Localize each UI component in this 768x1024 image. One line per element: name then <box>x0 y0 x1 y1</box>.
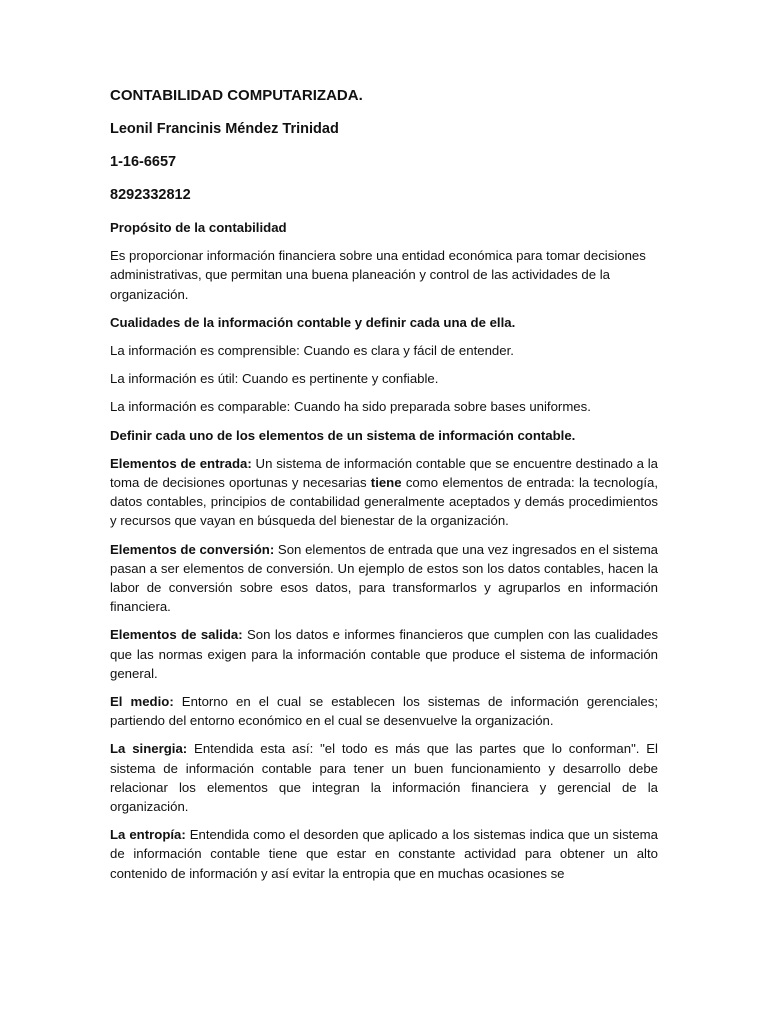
paragraph-elementos-entrada <box>110 454 658 531</box>
student-id: 1-16-6657 <box>110 154 177 170</box>
term-entrada: Elementos de entrada: <box>110 455 252 471</box>
section-heading-cualidades: Cualidades de la información contable y definir cada una de ella. <box>110 314 516 330</box>
paragraph-el-medio <box>110 692 658 730</box>
document-title: CONTABILIDAD COMPUTARIZADA. <box>110 87 363 104</box>
paragraph-la-entropia <box>110 825 658 883</box>
text-entrada-b: como elementos de entrada: la tecnología, datos contables, principios de contabilidad generalmente aceptados y demás procedimientos y recursos que vayan en búsqueda del bienestar de la organización. <box>110 475 658 529</box>
text-salida: Son los datos e informes financieros que cumplen con las cualidades que las normas exigen para la información contable que produce el sistema de información general. <box>110 627 658 681</box>
paragraph-la-sinergia <box>110 739 658 816</box>
term-conversion: Elementos de conversión: <box>110 541 275 557</box>
author-name: Leonil Francinis Méndez Trinidad <box>110 121 339 137</box>
bold-word-tiene: tiene <box>370 475 402 491</box>
text-entrada-a: Un sistema de información contable que se encuentre destinado a la toma de decisiones oportunas y necesarias <box>110 455 658 491</box>
term-salida: Elementos de salida: <box>110 627 243 643</box>
term-entropia: La entropía: <box>110 827 186 843</box>
cualidad-comparable: La información es comparable: Cuando ha sido preparada sobre bases uniformes. <box>110 399 591 415</box>
text-medio: Entorno en el cual se establecen los sistemas de información gerenciales; partiendo del entorno económico en el cual se desenvuelve la organización. <box>110 694 658 729</box>
paragraph-elementos-salida <box>110 625 658 683</box>
text-conversion: Son elementos de entrada que una vez ingresados en el sistema pasan a ser elementos de conversión. Un ejemplo de estos son los datos contables, hacen la labor de conversión sobre esos datos, para transformarlos y agruparlos en información financiera. <box>110 541 659 615</box>
document-body <box>110 86 658 892</box>
cualidad-comprensible: La información es comprensible: Cuando es clara y fácil de entender. <box>110 343 514 359</box>
text-sinergia: Entendida esta así: "el todo es más que las partes que lo conforman". El sistema de información contable para tener un buen funcionamiento y desarrollo debe relacionar los elementos que integran la información financiera y gerencial de la organización. <box>110 741 658 815</box>
term-medio: El medio: <box>110 694 174 710</box>
phone-number: 8292332812 <box>110 187 191 203</box>
section-heading-proposito: Propósito de la contabilidad <box>110 220 287 235</box>
cualidad-util: La información es útil: Cuando es pertinente y confiable. <box>110 371 439 387</box>
paragraph-elementos-conversion <box>110 540 658 617</box>
text-entropia: Entendida como el desorden que aplicado a los sistemas indica que un sistema de información contable tiene que estar en constante actividad para obtener un alto contenido de información y así evitar la entropia que en muchas ocasiones se <box>110 827 658 881</box>
paragraph-proposito: Es proporcionar información financiera sobre una entidad económica para tomar decisiones administrativas, que permitan una buena planeación y control de las actividades de la organización. <box>110 248 646 302</box>
section-heading-elementos: Definir cada uno de los elementos de un sistema de información contable. <box>110 427 576 443</box>
term-sinergia: La sinergia: <box>110 741 188 757</box>
